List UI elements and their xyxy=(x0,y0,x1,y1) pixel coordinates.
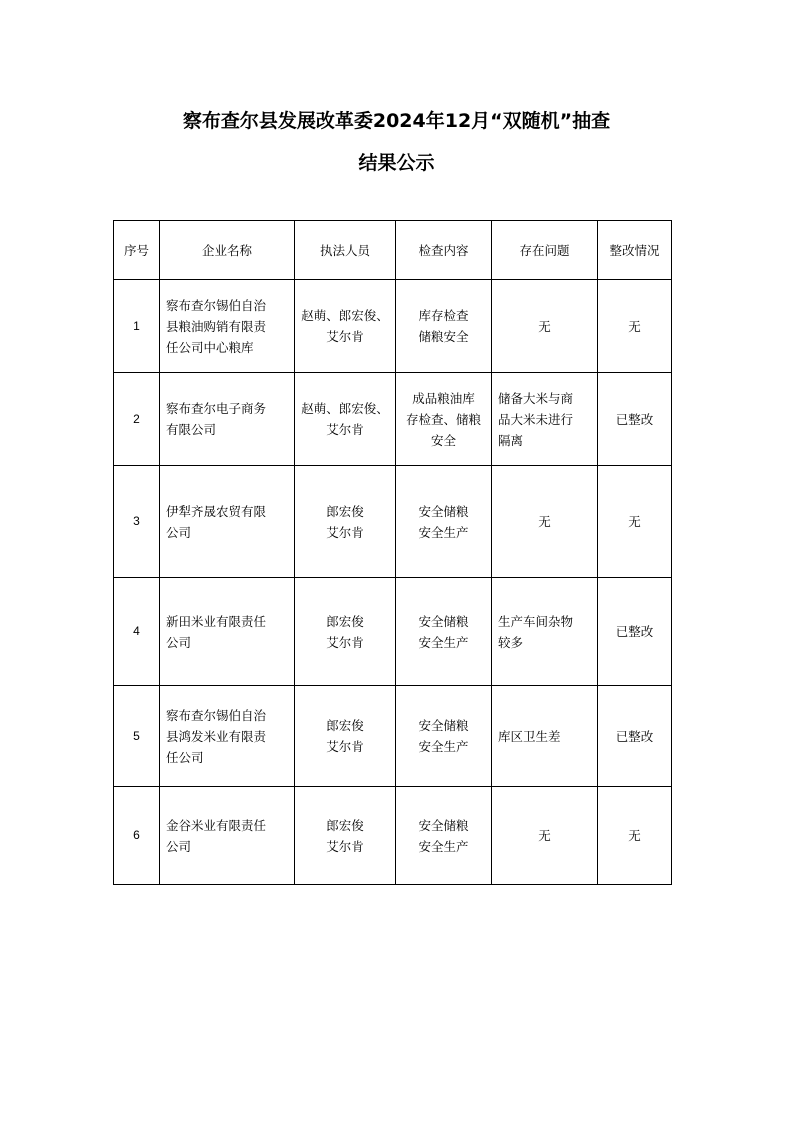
company-name-line: 任公司中心粮库 xyxy=(166,339,254,355)
header-content: 检查内容 xyxy=(396,221,492,280)
issues-line: 库区卫生差 xyxy=(498,728,561,744)
inspection-content-line: 安全 xyxy=(430,432,456,448)
table-row xyxy=(114,686,672,787)
rectification-status: 已整改 xyxy=(598,578,672,686)
company-name-line: 任公司 xyxy=(166,749,204,765)
issues xyxy=(492,578,598,686)
company-name xyxy=(160,373,295,466)
header-status: 整改情况 xyxy=(598,221,672,280)
company-name-line: 伊犁齐晟农贸有限 xyxy=(166,503,267,519)
inspection-content-line: 安全生产 xyxy=(418,838,469,854)
table-row xyxy=(114,280,672,373)
company-name-line: 县粮油购销有限责 xyxy=(166,318,267,334)
inspection-content-line: 存检查、储粮 xyxy=(405,411,481,427)
issues-line: 无 xyxy=(538,828,551,843)
issues xyxy=(492,373,598,466)
table-row xyxy=(114,787,672,885)
rectification-status: 无 xyxy=(598,466,672,578)
issues xyxy=(492,686,598,787)
company-name-line: 金谷米业有限责任 xyxy=(166,817,267,833)
row-index: 2 xyxy=(114,373,160,466)
row-index: 6 xyxy=(114,787,160,885)
inspection-content-line: 安全生产 xyxy=(418,739,469,754)
header-index: 序号 xyxy=(114,221,160,280)
officers-line: 郎宏俊 xyxy=(326,718,364,733)
company-name-line: 察布查尔锡伯自治 xyxy=(166,297,267,313)
issues xyxy=(492,280,598,373)
officers xyxy=(295,373,396,466)
row-index: 5 xyxy=(114,686,160,787)
issues-line: 储备大米与商 xyxy=(498,390,574,406)
table-row xyxy=(114,373,672,466)
officers xyxy=(295,578,396,686)
row-index: 3 xyxy=(114,466,160,578)
company-name xyxy=(160,686,295,787)
inspection-content-line: 安全储粮 xyxy=(418,503,469,519)
officers xyxy=(295,466,396,578)
officers-line: 艾尔肯 xyxy=(326,739,364,754)
officers-line: 艾尔肯 xyxy=(326,524,364,540)
officers-line: 艾尔肯 xyxy=(326,329,364,344)
table-header-row xyxy=(114,221,672,280)
page-title: 察布查尔县发展改革委2024年12月“双随机”抽查 xyxy=(182,110,611,132)
company-name xyxy=(160,280,295,373)
officers-line: 赵萌、郎宏俊、 xyxy=(301,401,389,416)
inspection-content-line: 库存检查 xyxy=(418,308,469,323)
issues-line: 较多 xyxy=(498,634,524,650)
company-name-line: 有限公司 xyxy=(166,422,217,437)
inspection-content xyxy=(396,578,492,686)
header-issues: 存在问题 xyxy=(492,221,598,280)
company-name-line: 公司 xyxy=(166,838,192,854)
rectification-status: 已整改 xyxy=(598,373,672,466)
officers-line: 赵萌、郎宏俊、 xyxy=(301,308,389,323)
company-name-line: 公司 xyxy=(166,524,192,540)
company-name-line: 县鸿发米业有限责 xyxy=(166,728,267,744)
row-index: 1 xyxy=(114,280,160,373)
company-name-line: 新田米业有限责任 xyxy=(166,613,267,629)
issues-line: 生产车间杂物 xyxy=(498,613,574,629)
row-index: 4 xyxy=(114,578,160,686)
issues-line: 隔离 xyxy=(498,432,524,448)
inspection-content xyxy=(396,686,492,787)
table-row xyxy=(114,578,672,686)
inspection-content-line: 安全生产 xyxy=(418,524,469,540)
company-name xyxy=(160,787,295,885)
company-name xyxy=(160,466,295,578)
company-name xyxy=(160,578,295,686)
rectification-status: 已整改 xyxy=(598,686,672,787)
inspection-content-line: 储粮安全 xyxy=(418,329,469,344)
company-name-line: 察布查尔电子商务 xyxy=(166,401,267,416)
issues-line: 无 xyxy=(538,318,551,334)
rectification-status: 无 xyxy=(598,787,672,885)
officers-line: 郎宏俊 xyxy=(326,817,364,833)
inspection-content xyxy=(396,373,492,466)
officers-line: 郎宏俊 xyxy=(326,613,364,629)
inspection-content-line: 成品粮油库 xyxy=(412,390,475,406)
officers xyxy=(295,686,396,787)
inspection-content-line: 安全储粮 xyxy=(418,613,469,629)
issues-line: 品大米未进行 xyxy=(498,411,574,427)
inspection-content xyxy=(396,466,492,578)
inspection-content xyxy=(396,787,492,885)
inspection-content-line: 安全生产 xyxy=(418,634,469,650)
issues xyxy=(492,787,598,885)
header-company: 企业名称 xyxy=(160,221,295,280)
issues xyxy=(492,466,598,578)
rectification-status: 无 xyxy=(598,280,672,373)
inspection-content-line: 安全储粮 xyxy=(418,718,469,733)
officers-line: 艾尔肯 xyxy=(326,422,364,437)
company-name-line: 公司 xyxy=(166,634,192,650)
issues-line: 无 xyxy=(538,514,551,529)
officers xyxy=(295,280,396,373)
inspection-content-line: 安全储粮 xyxy=(418,817,469,833)
header-officers: 执法人员 xyxy=(295,221,396,280)
table-row xyxy=(114,466,672,578)
inspection-content xyxy=(396,280,492,373)
inspection-results-table xyxy=(113,220,672,885)
officers-line: 郎宏俊 xyxy=(326,503,364,519)
officers-line: 艾尔肯 xyxy=(326,838,364,854)
officers xyxy=(295,787,396,885)
company-name-line: 察布查尔锡伯自治 xyxy=(166,707,267,723)
officers-line: 艾尔肯 xyxy=(326,634,364,650)
page-subtitle: 结果公示 xyxy=(358,152,435,174)
